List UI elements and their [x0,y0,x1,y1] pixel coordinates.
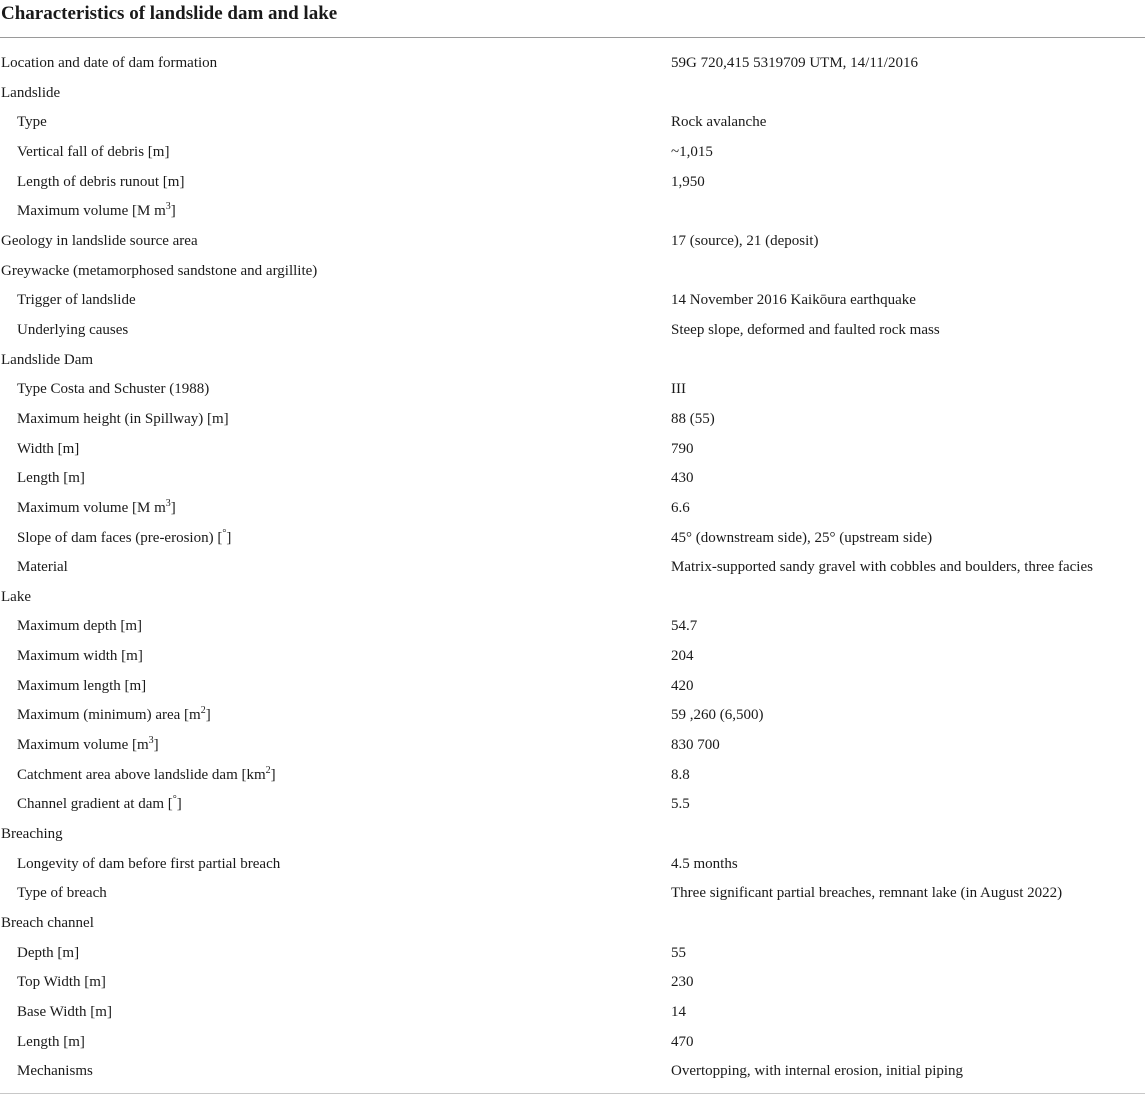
table-row [0,524,1145,554]
section-header-row [0,257,1145,287]
row-value: 830 700 [671,737,720,754]
row-label-text: Width [m] [17,440,80,457]
row-label-text: Depth [m] [17,944,80,961]
row-label-text: Maximum width [m] [17,648,143,665]
row-label [17,405,229,435]
row-label-text: Length [m] [17,1033,85,1050]
row-label [1,79,60,109]
table-title: Characteristics of landslide dam and lake [1,3,338,24]
row-label-text: Maximum height (in Spillway) [m] [17,410,229,427]
row-value: 4.5 months [671,855,738,872]
table-row [0,494,1145,524]
table-row [0,168,1145,198]
bottom-rule [0,1093,1145,1094]
section-header-row [0,909,1145,939]
row-label-suffix: ] [270,766,276,783]
row-label-text: Maximum (minimum) area [m [17,707,201,724]
row-value: 204 [671,648,694,665]
row-value: 14 [671,1004,686,1020]
table-row [0,553,1145,583]
row-label [1,49,217,79]
table-row [0,375,1145,405]
row-label [17,701,211,731]
row-label-suffix: ] [205,707,211,724]
row-label [17,968,106,998]
table-row [0,998,1145,1028]
row-label [17,375,209,405]
table-row [0,642,1145,672]
section-header-row [0,79,1145,109]
row-label-text: Vertical fall of debris [m] [17,143,170,160]
row-label [17,168,184,198]
row-label-text: Maximum volume [M m [17,499,166,516]
row-label-text: Location and date of dam formation [1,55,218,71]
row-label-superscript: ° [222,527,227,539]
row-label [17,435,79,465]
row-label [17,850,280,880]
section-header-row [0,197,1145,227]
row-label [1,227,198,257]
row-value: III [671,381,686,398]
row-value: Matrix-supported sandy gravel with cobbles and boulders, three facies [671,559,1093,576]
row-label [17,1028,85,1058]
table-row [0,435,1145,465]
table-row [0,761,1145,791]
table-row [0,405,1145,435]
row-label-text: Type Costa and Schuster (1988) [17,381,210,398]
row-label-text: Top Width [m] [17,974,106,991]
row-label [17,998,112,1028]
row-value: ~1,015 [671,143,713,160]
row-label [17,316,128,346]
row-label-text: Lake [1,588,31,605]
row-label [17,790,182,820]
row-value: 1,950 [671,173,705,190]
row-label [17,761,276,791]
row-label-text: Maximum volume [M m [17,203,166,220]
row-value: 59G 720,415 5319709 UTM, 14/11/2016 [671,55,918,71]
row-value: 17 (source), 21 (deposit) [671,232,819,249]
row-value: Steep slope, deformed and faulted rock mass [671,321,940,338]
row-value: 54.7 [671,618,698,635]
row-label-superscript: 2 [200,705,206,717]
row-label-text: Trigger of landslide [17,292,136,309]
row-label-text: Length [m] [17,470,85,487]
table-row [0,968,1145,998]
row-value: 420 [671,677,694,694]
row-value: Three significant partial breaches, remnant lake (in August 2022) [671,885,1063,902]
row-label [17,108,47,138]
row-label [17,731,159,761]
row-value: Overtopping, with internal erosion, initial piping [671,1063,964,1080]
table-row [0,1028,1145,1058]
table-row [0,49,1145,79]
row-label-text: Base Width [m] [17,1004,112,1020]
row-value: 6.6 [671,499,690,516]
row-label [1,820,63,850]
row-label [17,138,169,168]
section-header-row [0,583,1145,613]
section-header-row [0,346,1145,376]
row-value: 470 [671,1033,694,1050]
table-row [0,701,1145,731]
row-value: 5.5 [671,796,690,813]
row-label-text: Greywacke (metamorphosed sandstone and argillite) [1,262,318,279]
row-label-text: Type [17,114,47,131]
row-label-text: Breach channel [1,915,94,932]
row-value: 59 ,260 (6,500) [671,707,764,724]
row-label-superscript: ° [172,794,177,806]
table-row [0,939,1145,969]
characteristics-table [0,49,1145,1087]
row-label-text: Channel gradient at dam [ [17,796,173,813]
row-label-text: Catchment area above landslide dam [km [17,766,266,783]
row-label-suffix: ] [176,796,182,813]
table-row [0,108,1145,138]
row-label-text: Mechanisms [17,1063,93,1080]
row-value: 55 [671,944,686,961]
row-label [17,1057,93,1087]
row-label [17,642,143,672]
row-value: 230 [671,974,694,991]
row-label [17,553,68,583]
row-label [17,494,176,524]
row-value: 8.8 [671,766,690,783]
row-label-text: Maximum length [m] [17,677,147,694]
row-value: 88 (55) [671,410,715,427]
row-label-superscript: 3 [165,497,171,509]
row-label-text: Slope of dam faces (pre-erosion) [ [17,529,223,546]
table-row [0,790,1145,820]
row-value: 430 [671,470,694,487]
table-row [0,286,1145,316]
table-row [0,731,1145,761]
row-label [1,583,31,613]
row-label-superscript: 3 [148,735,154,747]
row-label [17,524,231,554]
table-row [0,464,1145,494]
row-label-text: Maximum depth [m] [17,618,142,635]
row-label [1,257,317,287]
row-label-text: Underlying causes [17,321,129,338]
row-label-text: Landslide [1,84,61,101]
row-label [17,197,176,227]
row-label-text: Geology in landslide source area [1,232,198,249]
row-label [17,464,85,494]
row-label-suffix: ] [170,499,176,516]
row-label-suffix: ] [226,529,232,546]
row-label [1,346,93,376]
row-label [17,939,79,969]
top-rule [0,37,1145,38]
row-label-text: Longevity of dam before first partial breach [17,855,281,872]
table-row [0,1057,1145,1087]
table-row [0,138,1145,168]
section-header-row [0,820,1145,850]
table-row [0,612,1145,642]
row-label-text: Maximum volume [m [17,737,149,754]
row-label-text: Length of debris runout [m] [17,173,185,190]
row-value: 45° (downstream side), 25° (upstream side) [671,529,933,546]
table-row [0,227,1145,257]
row-label [17,672,146,702]
row-label [17,612,142,642]
row-label [1,909,94,939]
row-label-text: Material [17,559,68,576]
row-value: 790 [671,440,694,457]
row-value: Rock avalanche [671,114,767,131]
row-label-text: Type of breach [17,885,107,902]
table-row [0,879,1145,909]
row-label-suffix: ] [170,203,176,220]
row-label-text: Breaching [1,826,63,843]
table-row [0,316,1145,346]
row-label [17,879,107,909]
row-label [17,286,136,316]
table-row [0,672,1145,702]
row-label-superscript: 3 [165,201,171,213]
row-label-suffix: ] [153,737,159,754]
row-label-text: Landslide Dam [1,351,94,368]
row-value: 14 November 2016 Kaikōura earthquake [671,292,916,309]
row-label-superscript: 2 [265,764,271,776]
table-row [0,850,1145,880]
